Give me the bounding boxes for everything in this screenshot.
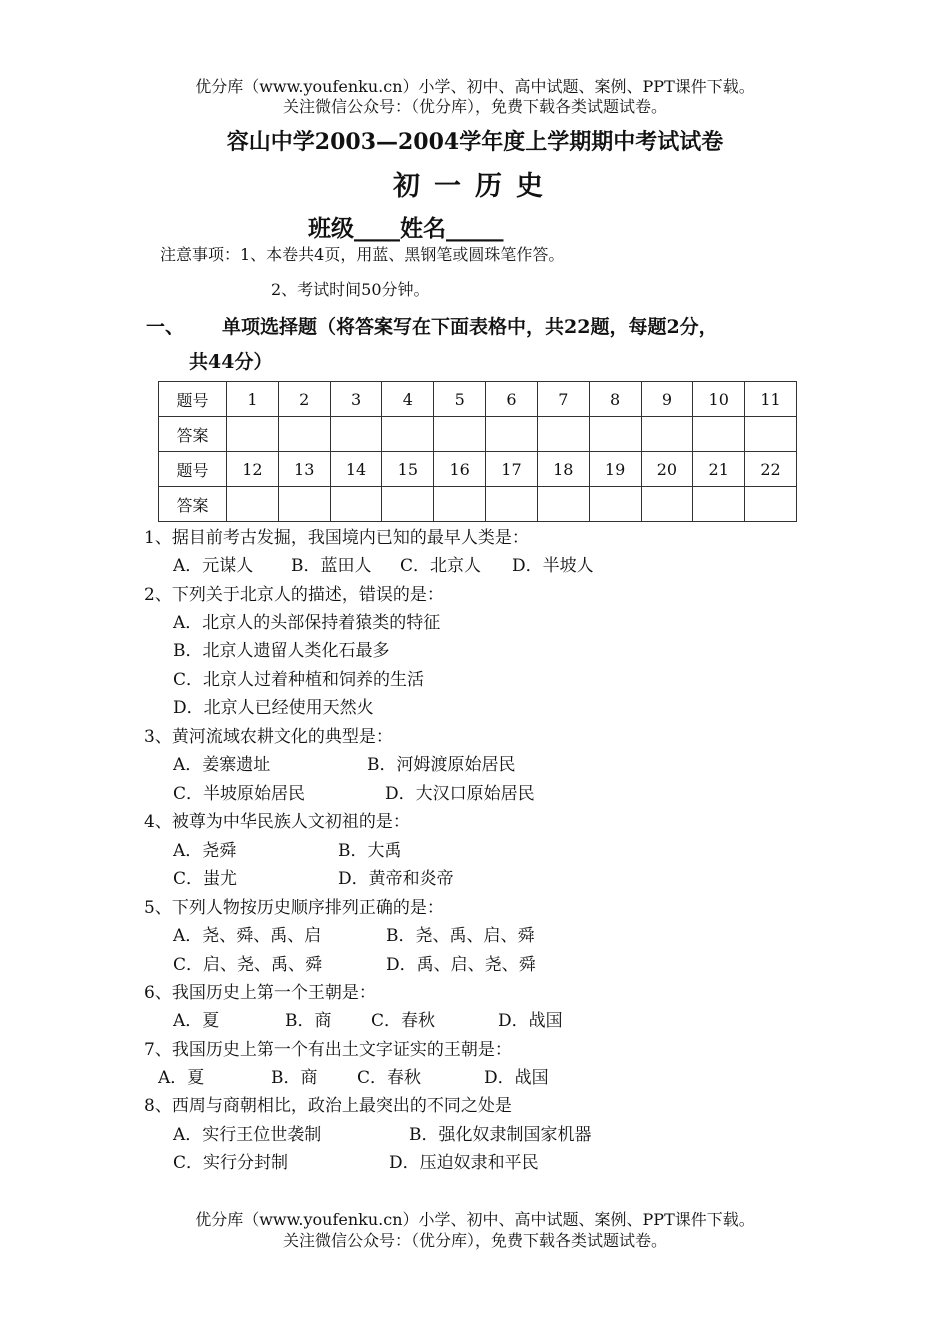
answer-cell[interactable]: [641, 417, 693, 452]
header-line-2: 关注微信公众号：（优分库），免费下载各类试题试卷。: [282, 97, 667, 116]
answer-label: 答案: [159, 417, 227, 452]
question-3-option-b[interactable]: B．河姆渡原始居民: [367, 755, 516, 775]
answer-cell[interactable]: [278, 417, 330, 452]
question-number-cell: 4: [382, 382, 434, 417]
question-number-cell: 21: [693, 452, 745, 487]
footer-line-2: 关注微信公众号：（优分库），免费下载各类试题试卷。: [282, 1231, 667, 1250]
notice-2: 2、考试时间50分钟。: [271, 280, 430, 299]
question-number-cell: 5: [434, 382, 486, 417]
answer-cell[interactable]: [693, 417, 745, 452]
answer-cell[interactable]: [745, 487, 797, 522]
answer-cell[interactable]: [227, 487, 279, 522]
question-number-cell: 12: [227, 452, 279, 487]
question-8-option-d[interactable]: D．压迫奴隶和平民: [389, 1153, 539, 1173]
answer-cell[interactable]: [693, 487, 745, 522]
question-number-cell: 16: [434, 452, 486, 487]
class-name-line: 班级____姓名_____: [308, 215, 504, 242]
question-2-option-d[interactable]: D．北京人已经使用天然火: [173, 698, 374, 718]
question-3-option-c[interactable]: C．半坡原始居民: [173, 784, 306, 804]
question-4-option-a[interactable]: A．尧舜: [173, 841, 237, 861]
footer-line-1: 优分库（www.youfenku.cn）小学、初中、高中试题、案例、PPT课件下载。: [195, 1210, 755, 1229]
question-6-option-b[interactable]: B．商: [285, 1011, 332, 1031]
question-8-option-c[interactable]: C．实行分封制: [173, 1153, 289, 1173]
question-number-cell: 20: [641, 452, 693, 487]
question-4-option-d[interactable]: D．黄帝和炎帝: [338, 869, 454, 889]
question-6-option-d[interactable]: D．战国: [498, 1011, 563, 1031]
question-number-cell: 19: [589, 452, 641, 487]
question-number-cell: 17: [486, 452, 538, 487]
question-number-cell: 7: [537, 382, 589, 417]
answer-cell[interactable]: [745, 417, 797, 452]
question-3-option-a[interactable]: A．姜寨遗址: [173, 755, 271, 775]
question-number-cell: 11: [745, 382, 797, 417]
question-5-option-d[interactable]: D．禹、启、尧、舜: [386, 955, 536, 975]
question-7-option-b[interactable]: B．商: [271, 1068, 318, 1088]
answer-cell[interactable]: [278, 487, 330, 522]
section-number: 一、: [146, 316, 185, 338]
number-label: 题号: [159, 452, 227, 487]
question-4-option-b[interactable]: B．大禹: [338, 841, 402, 861]
notice-1: 注意事项：1、本卷共4页，用蓝、黑钢笔或圆珠笔作答。: [160, 245, 565, 264]
question-number-cell: 13: [278, 452, 330, 487]
answer-table: [158, 381, 797, 522]
question-number-cell: 10: [693, 382, 745, 417]
table-row-answers-1: [159, 417, 797, 452]
question-5-option-c[interactable]: C．启、尧、禹、舜: [173, 955, 323, 975]
question-number-cell: 22: [745, 452, 797, 487]
question-4-option-c[interactable]: C．蚩尤: [173, 869, 238, 889]
answer-cell[interactable]: [330, 487, 382, 522]
question-5-option-a[interactable]: A．尧、舜、禹、启: [173, 926, 322, 946]
question-7-stem: 7、我国历史上第一个有出土文字证实的王朝是：: [144, 1040, 512, 1060]
answer-cell[interactable]: [382, 487, 434, 522]
answer-cell[interactable]: [537, 487, 589, 522]
question-4-stem: 4、被尊为中华民族人文初祖的是：: [144, 812, 410, 832]
question-number-cell: 14: [330, 452, 382, 487]
section-title-line-1: 单项选择题（将答案写在下面表格中，共22题，每题2分，: [222, 316, 718, 338]
question-8-option-b[interactable]: B．强化奴隶制国家机器: [409, 1125, 592, 1145]
question-5-stem: 5、下列人物按历史顺序排列正确的是：: [144, 898, 444, 918]
question-number-cell: 18: [537, 452, 589, 487]
exam-title: 容山中学2003—2004学年度上学期期中考试试卷: [226, 129, 724, 155]
question-2-option-b[interactable]: B．北京人遗留人类化石最多: [173, 641, 390, 661]
question-number-cell: 9: [641, 382, 693, 417]
question-6-stem: 6、我国历史上第一个王朝是：: [144, 983, 376, 1003]
answer-cell[interactable]: [227, 417, 279, 452]
question-7-option-a[interactable]: A．夏: [158, 1068, 205, 1088]
table-row-answers-2: [159, 487, 797, 522]
number-label: 题号: [159, 382, 227, 417]
answer-cell[interactable]: [330, 417, 382, 452]
question-2-stem: 2、下列关于北京人的描述，错误的是：: [144, 585, 444, 605]
answer-cell[interactable]: [589, 487, 641, 522]
question-8-option-a[interactable]: A．实行王位世袭制: [173, 1125, 322, 1145]
question-1-option-c[interactable]: C．北京人: [400, 556, 482, 576]
question-number-cell: 15: [382, 452, 434, 487]
answer-cell[interactable]: [434, 417, 486, 452]
answer-label: 答案: [159, 487, 227, 522]
question-7-option-c[interactable]: C．春秋: [357, 1068, 422, 1088]
question-6-option-c[interactable]: C．春秋: [371, 1011, 436, 1031]
section-title-line-2: 共44分）: [189, 351, 273, 373]
question-3-stem: 3、黄河流域农耕文化的典型是：: [144, 727, 393, 747]
answer-cell[interactable]: [434, 487, 486, 522]
question-8-stem: 8、西周与商朝相比，政治上最突出的不同之处是: [144, 1096, 512, 1116]
answer-cell[interactable]: [537, 417, 589, 452]
answer-cell[interactable]: [486, 417, 538, 452]
question-1-option-b[interactable]: B．蓝田人: [291, 556, 372, 576]
question-1-option-a[interactable]: A．元谋人: [173, 556, 254, 576]
question-3-option-d[interactable]: D．大汉口原始居民: [385, 784, 535, 804]
question-number-cell: 6: [486, 382, 538, 417]
answer-cell[interactable]: [486, 487, 538, 522]
answer-cell[interactable]: [589, 417, 641, 452]
question-number-cell: 8: [589, 382, 641, 417]
question-number-cell: 3: [330, 382, 382, 417]
header-line-1: 优分库（www.youfenku.cn）小学、初中、高中试题、案例、PPT课件下载。: [195, 77, 755, 96]
table-row-numbers-2: [159, 452, 797, 487]
question-number-cell: 2: [278, 382, 330, 417]
question-number-cell: 1: [227, 382, 279, 417]
question-5-option-b[interactable]: B．尧、禹、启、舜: [386, 926, 535, 946]
question-1-stem: 1、据目前考古发掘，我国境内已知的最早人类是：: [144, 528, 529, 548]
question-2-option-a[interactable]: A．北京人的头部保持着猿类的特征: [173, 613, 441, 633]
question-2-option-c[interactable]: C．北京人过着种植和饲养的生活: [173, 670, 425, 690]
answer-cell[interactable]: [641, 487, 693, 522]
answer-cell[interactable]: [382, 417, 434, 452]
question-6-option-a[interactable]: A．夏: [173, 1011, 220, 1031]
exam-subject: 初一历史: [393, 171, 557, 202]
table-row-numbers-1: [159, 382, 797, 417]
question-7-option-d[interactable]: D．战国: [484, 1068, 549, 1088]
question-1-option-d[interactable]: D．半坡人: [512, 556, 594, 576]
